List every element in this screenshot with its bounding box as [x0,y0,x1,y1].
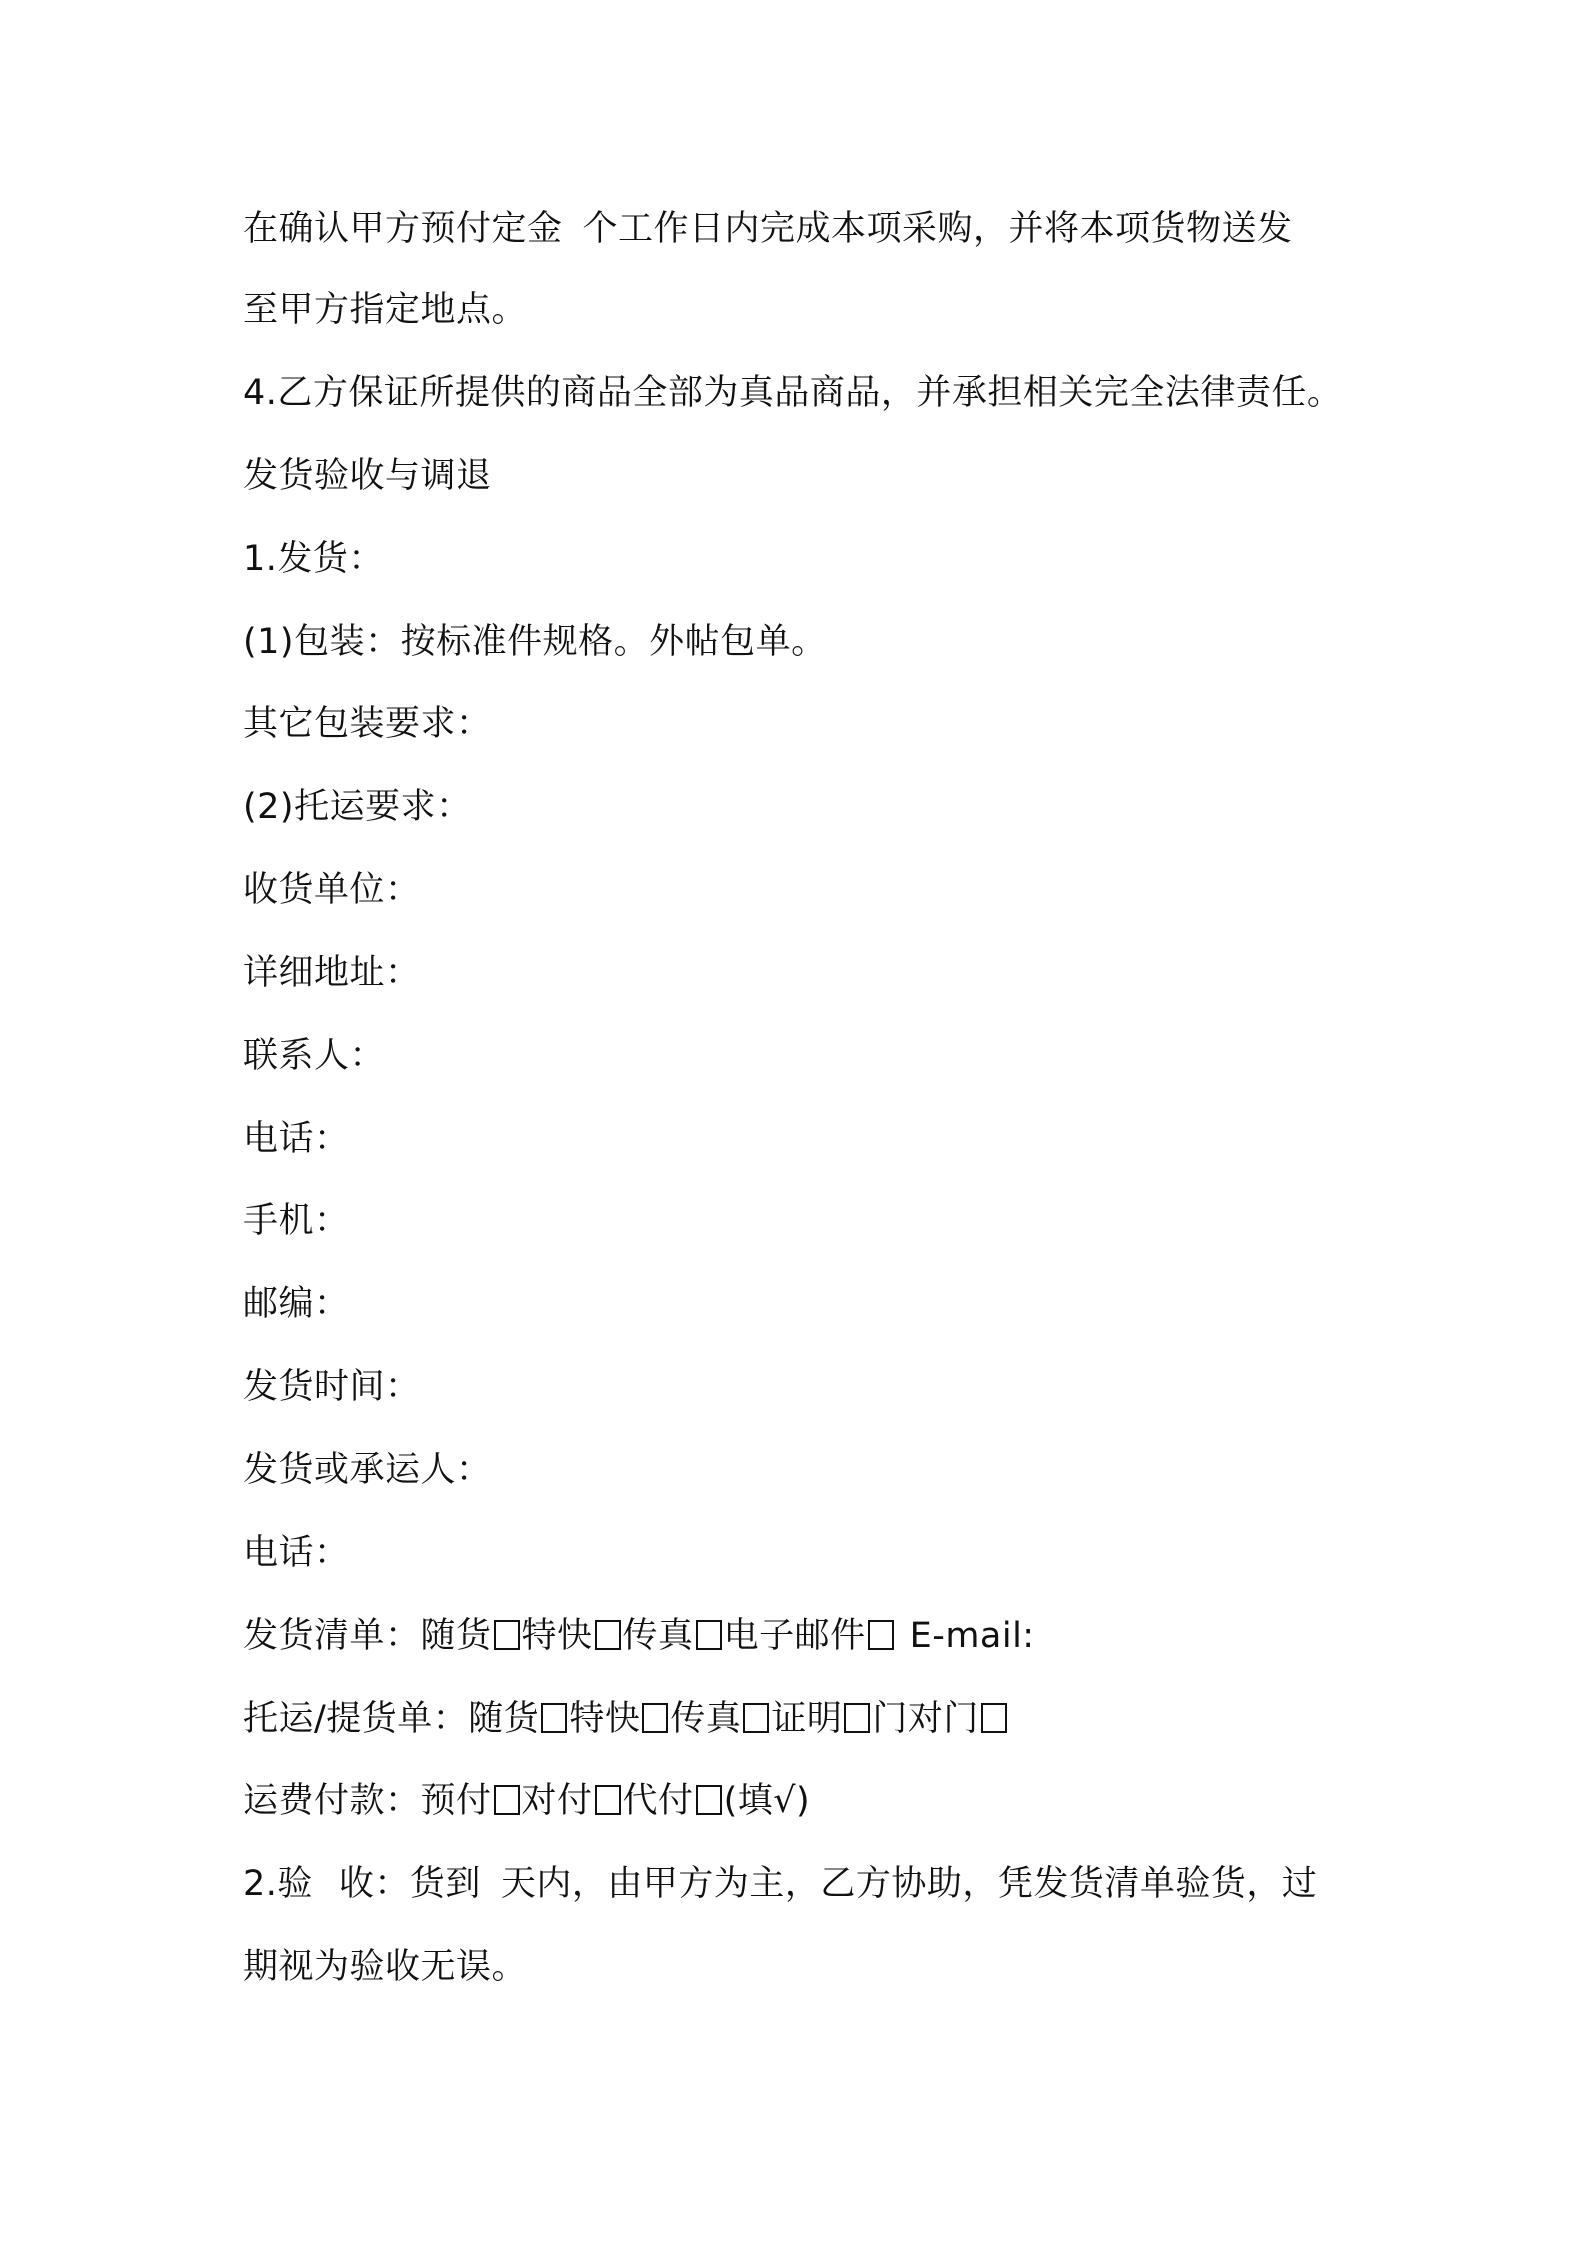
checkbox[interactable] [696,1785,722,1815]
item-shipping: 1.发货： [243,539,384,579]
option-label: 门对门 [872,1699,979,1739]
field-address: 详细地址： [243,953,421,993]
section-heading: 发货验收与调退 [243,456,492,496]
checkbox[interactable] [541,1703,567,1733]
checkbox[interactable] [595,1620,621,1650]
field-ship-time: 发货时间： [243,1367,421,1407]
option-label: 对付 [521,1781,593,1821]
option-label: 随货 [420,1616,492,1656]
text-segment: 天内，由甲方为主，乙方协助，凭发货清单验货，过 [500,1864,1318,1904]
shipping-list-label: 发货清单： [243,1616,421,1656]
checkbox[interactable] [494,1785,520,1815]
option-label: 电子邮件 [723,1616,866,1656]
text-segment: 在确认甲方预付定金 [243,209,563,249]
checkbox[interactable] [595,1785,621,1815]
option-label: 随货 [468,1699,540,1739]
checkbox[interactable] [494,1620,520,1650]
option-label: (填√) [723,1781,811,1821]
option-label: 证明 [771,1699,843,1739]
checkbox[interactable] [696,1620,722,1650]
clause-acceptance [243,1861,1317,1907]
option-label: 特快 [521,1616,593,1656]
option-label: 传真 [670,1699,742,1739]
shipping-list-row [243,1613,1035,1659]
checkbox[interactable] [981,1703,1007,1733]
field-carrier-phone: 电话： [243,1533,350,1573]
checkbox[interactable] [743,1703,769,1733]
paragraph-line-2: 至甲方指定地点。 [243,290,528,330]
option-label: E-mail: [909,1616,1035,1656]
item-consignment-requirements: (2)托运要求： [243,787,472,827]
field-contact: 联系人： [243,1036,386,1076]
field-receiving-unit: 收货单位： [243,870,421,910]
text-segment: 收：货到 [338,1864,481,1904]
checkbox[interactable] [642,1703,668,1733]
freight-row [243,1778,810,1824]
item-packaging: (1)包装：按标准件规格。外帖包单。 [243,622,827,662]
freight-label: 运费付款： [243,1781,421,1821]
paragraph-line-1 [243,206,1293,252]
checkbox[interactable] [868,1620,894,1650]
field-phone: 电话： [243,1119,350,1159]
field-mobile: 手机： [243,1201,350,1241]
field-carrier: 发货或承运人： [243,1450,492,1490]
text-segment: 个工作日内完成本项采购，并将本项货物送发 [582,209,1293,249]
clause-acceptance-cont: 期视为验收无误。 [243,1947,528,1987]
option-label: 传真 [622,1616,694,1656]
option-label: 代付 [622,1781,694,1821]
consignment-row [243,1696,1009,1742]
item-other-packaging: 其它包装要求： [243,704,492,744]
text-segment: 2.验 [243,1864,313,1904]
consignment-label: 托运/提货单： [243,1699,469,1739]
option-label: 预付 [420,1781,492,1821]
checkbox[interactable] [844,1703,870,1733]
option-label: 特快 [569,1699,641,1739]
field-postcode: 邮编： [243,1284,350,1324]
clause-4: 4.乙方保证所提供的商品全部为真品商品，并承担相关完全法律责任。 [243,373,1343,413]
